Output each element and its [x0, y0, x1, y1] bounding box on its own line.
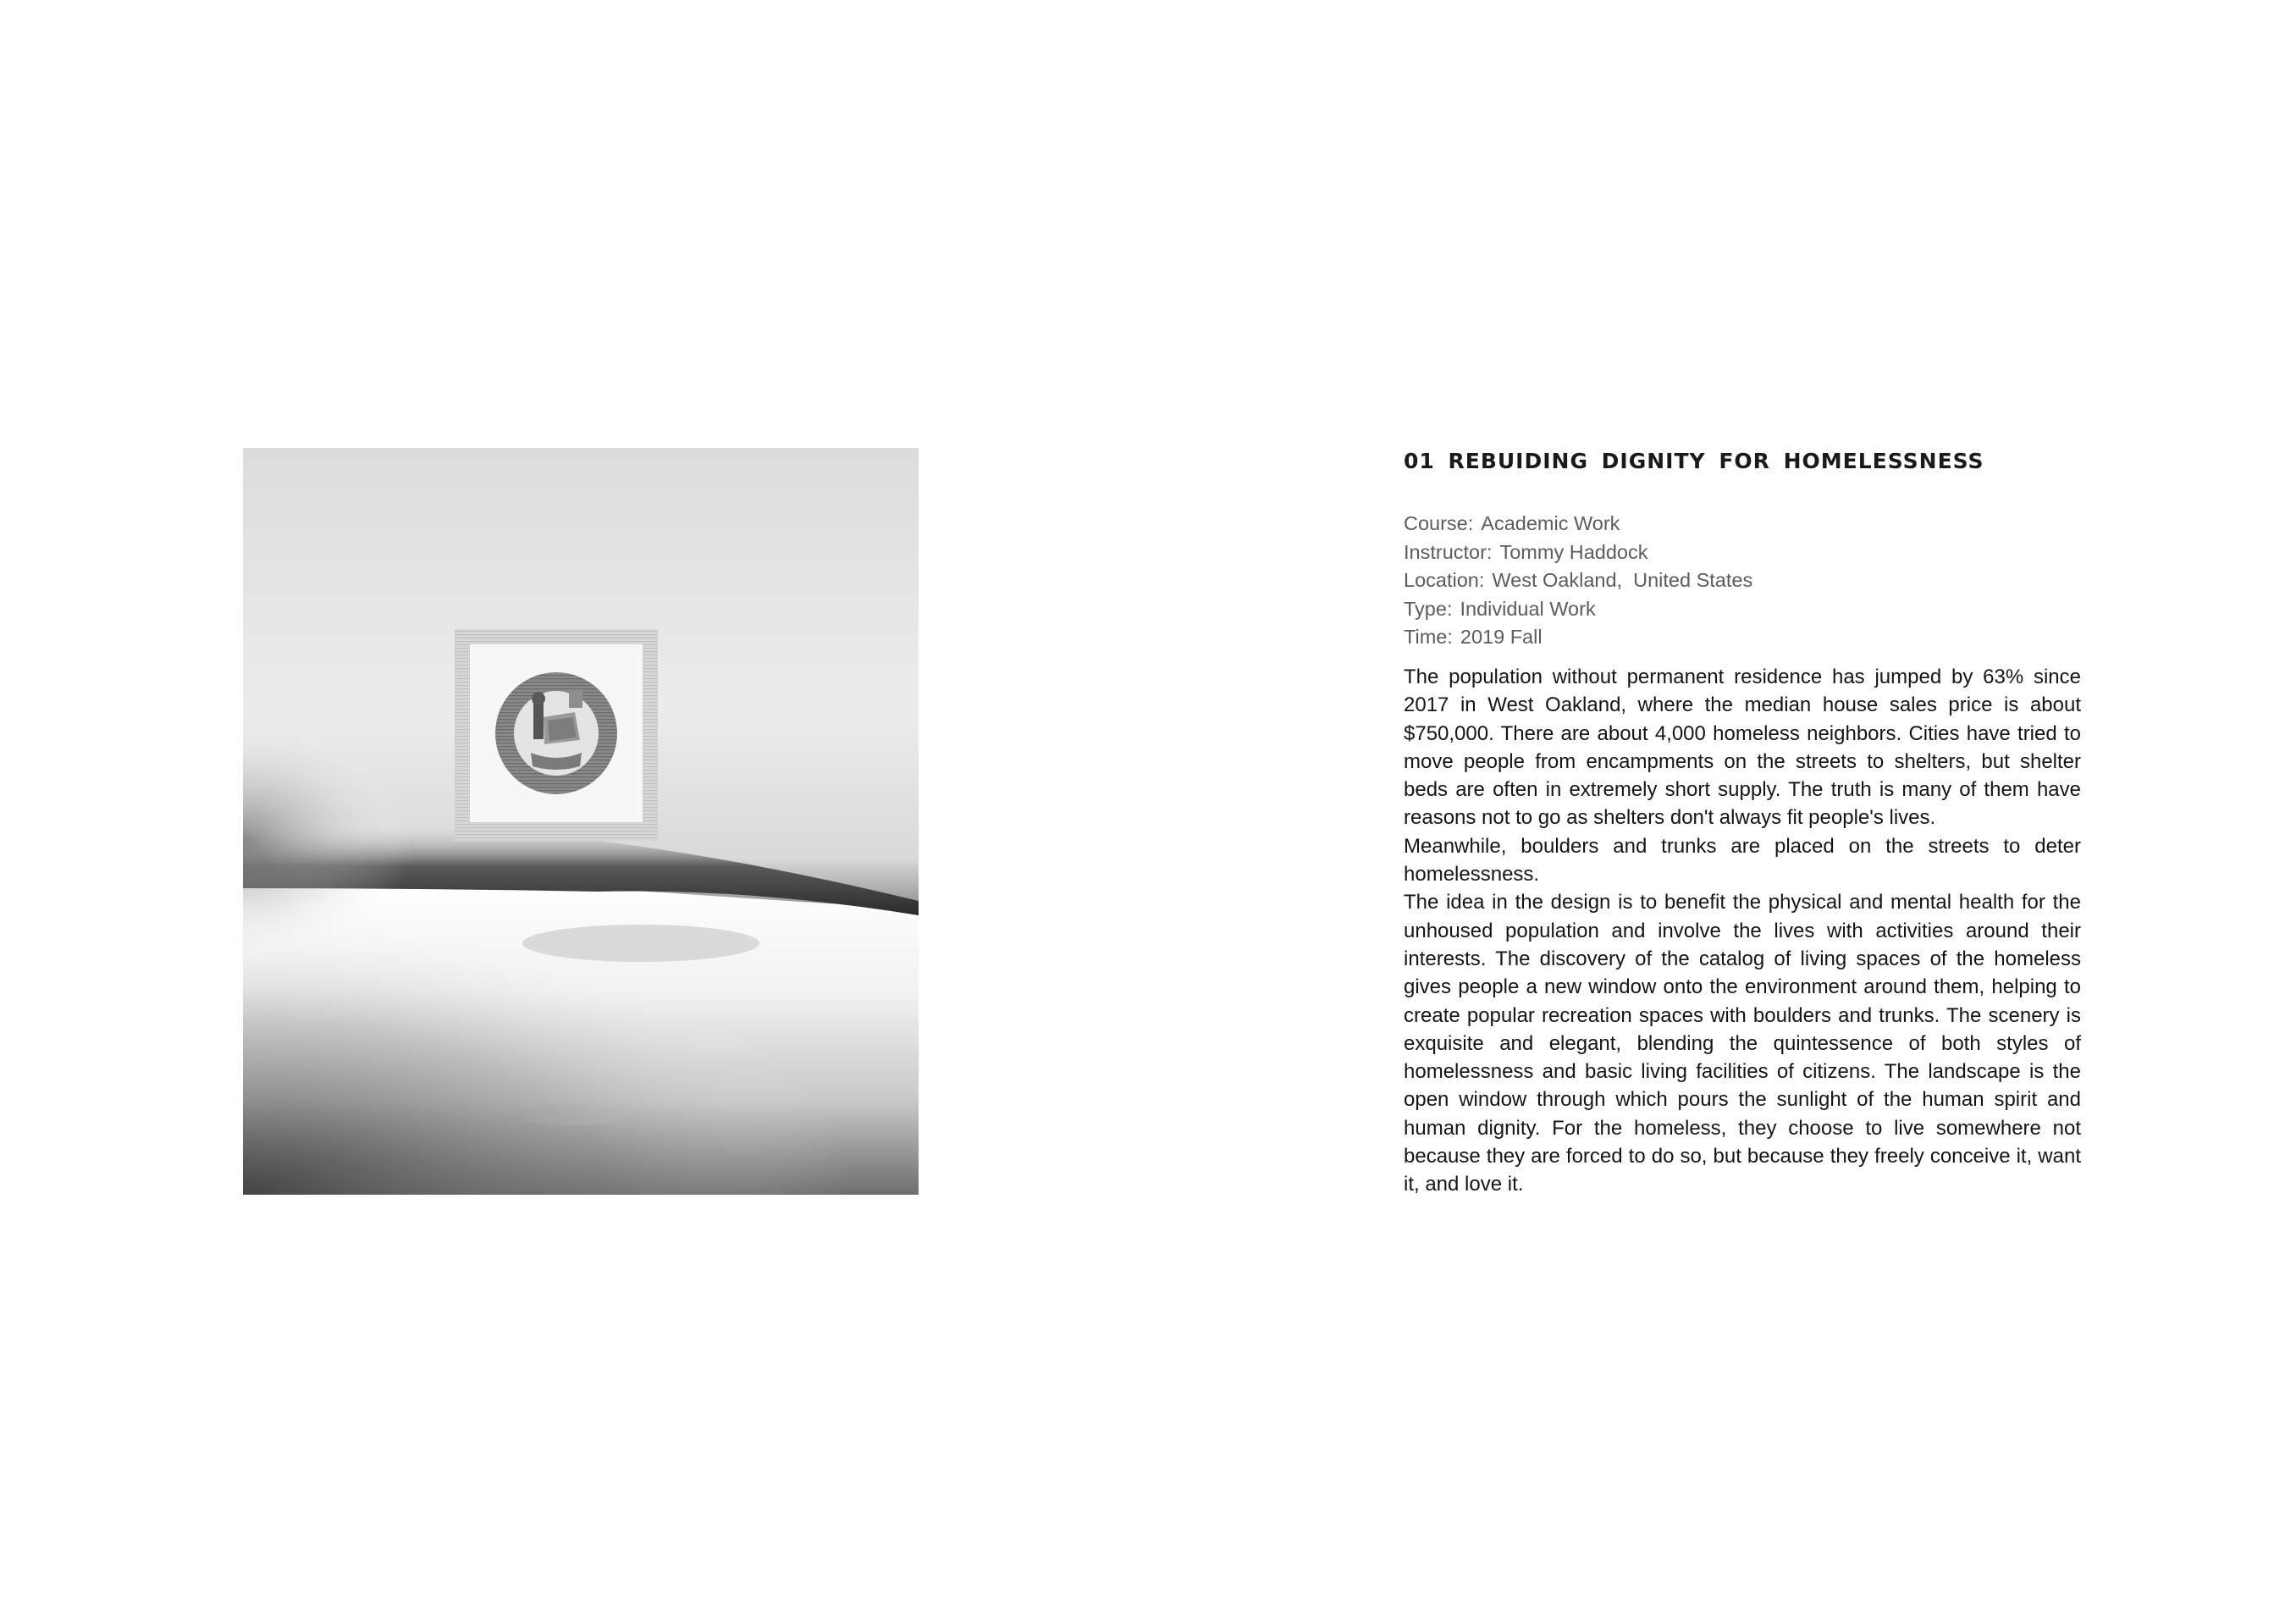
meta-location-value: West Oakland, United States: [1492, 569, 1753, 592]
meta-type: [1404, 595, 2081, 624]
meta-location-label: Location:: [1404, 569, 1485, 592]
body-paragraph-1: The population without permanent residence has jumped by 63% since 2017 in West Oakland, where the median house sales price is about $750,000. There are about 4,000 homeless neighbors. Cities have tried to move people from encampments on the streets to shelters, but shelter beds are often in extremely short supply. The truth is many of them have reasons not to go as shelters don't always fit people's lives.: [1404, 665, 2081, 830]
meta-time-label: Time:: [1404, 626, 1453, 649]
meta-time-value: 2019 Fall: [1460, 626, 1543, 649]
meta-instructor: [1404, 539, 2081, 567]
body-paragraph-3: The idea in the design is to benefit the physical and mental health for the unhoused population and involve the lives with activities around their interests. The discovery of the catalog of living spaces of the homeless gives people a new window onto the environment around them, helping to create popular recreation spaces with boulders and trunks. The scenery is exquisite and elegant, blending the quintessence of both styles of homelessness and basic living facilities of citizens. The landscape is the open window through which pours the sunlight of the human spirit and human dignity. For the homeless, they choose to live somewhere not because they are forced to do so, but because they freely conceive it, want it, and love it.: [1404, 891, 2081, 1196]
project-meta-list: [1404, 510, 2081, 652]
meta-course-value: Academic Work: [1481, 512, 1620, 534]
landscape-collage-image: [243, 448, 919, 1195]
project-title: 01 REBUIDING DIGNITY FOR HOMELESSNESS: [1404, 449, 1984, 473]
meta-type-label: Type:: [1404, 597, 1453, 620]
project-description: [1404, 447, 2081, 1199]
meta-type-value: Individual Work: [1460, 597, 1596, 620]
meta-instructor-label: Instructor:: [1404, 540, 1493, 563]
meta-location: [1404, 566, 2081, 595]
meta-course-label: Course:: [1404, 512, 1474, 534]
body-text: [1404, 663, 2081, 1199]
body-paragraph-2: Meanwhile, boulders and trunks are placed on the streets to deter homelessness.: [1404, 834, 2081, 887]
meta-time: [1404, 623, 2081, 652]
meta-instructor-value: Tommy Haddock: [1499, 540, 1648, 563]
meta-course: [1404, 510, 2081, 539]
